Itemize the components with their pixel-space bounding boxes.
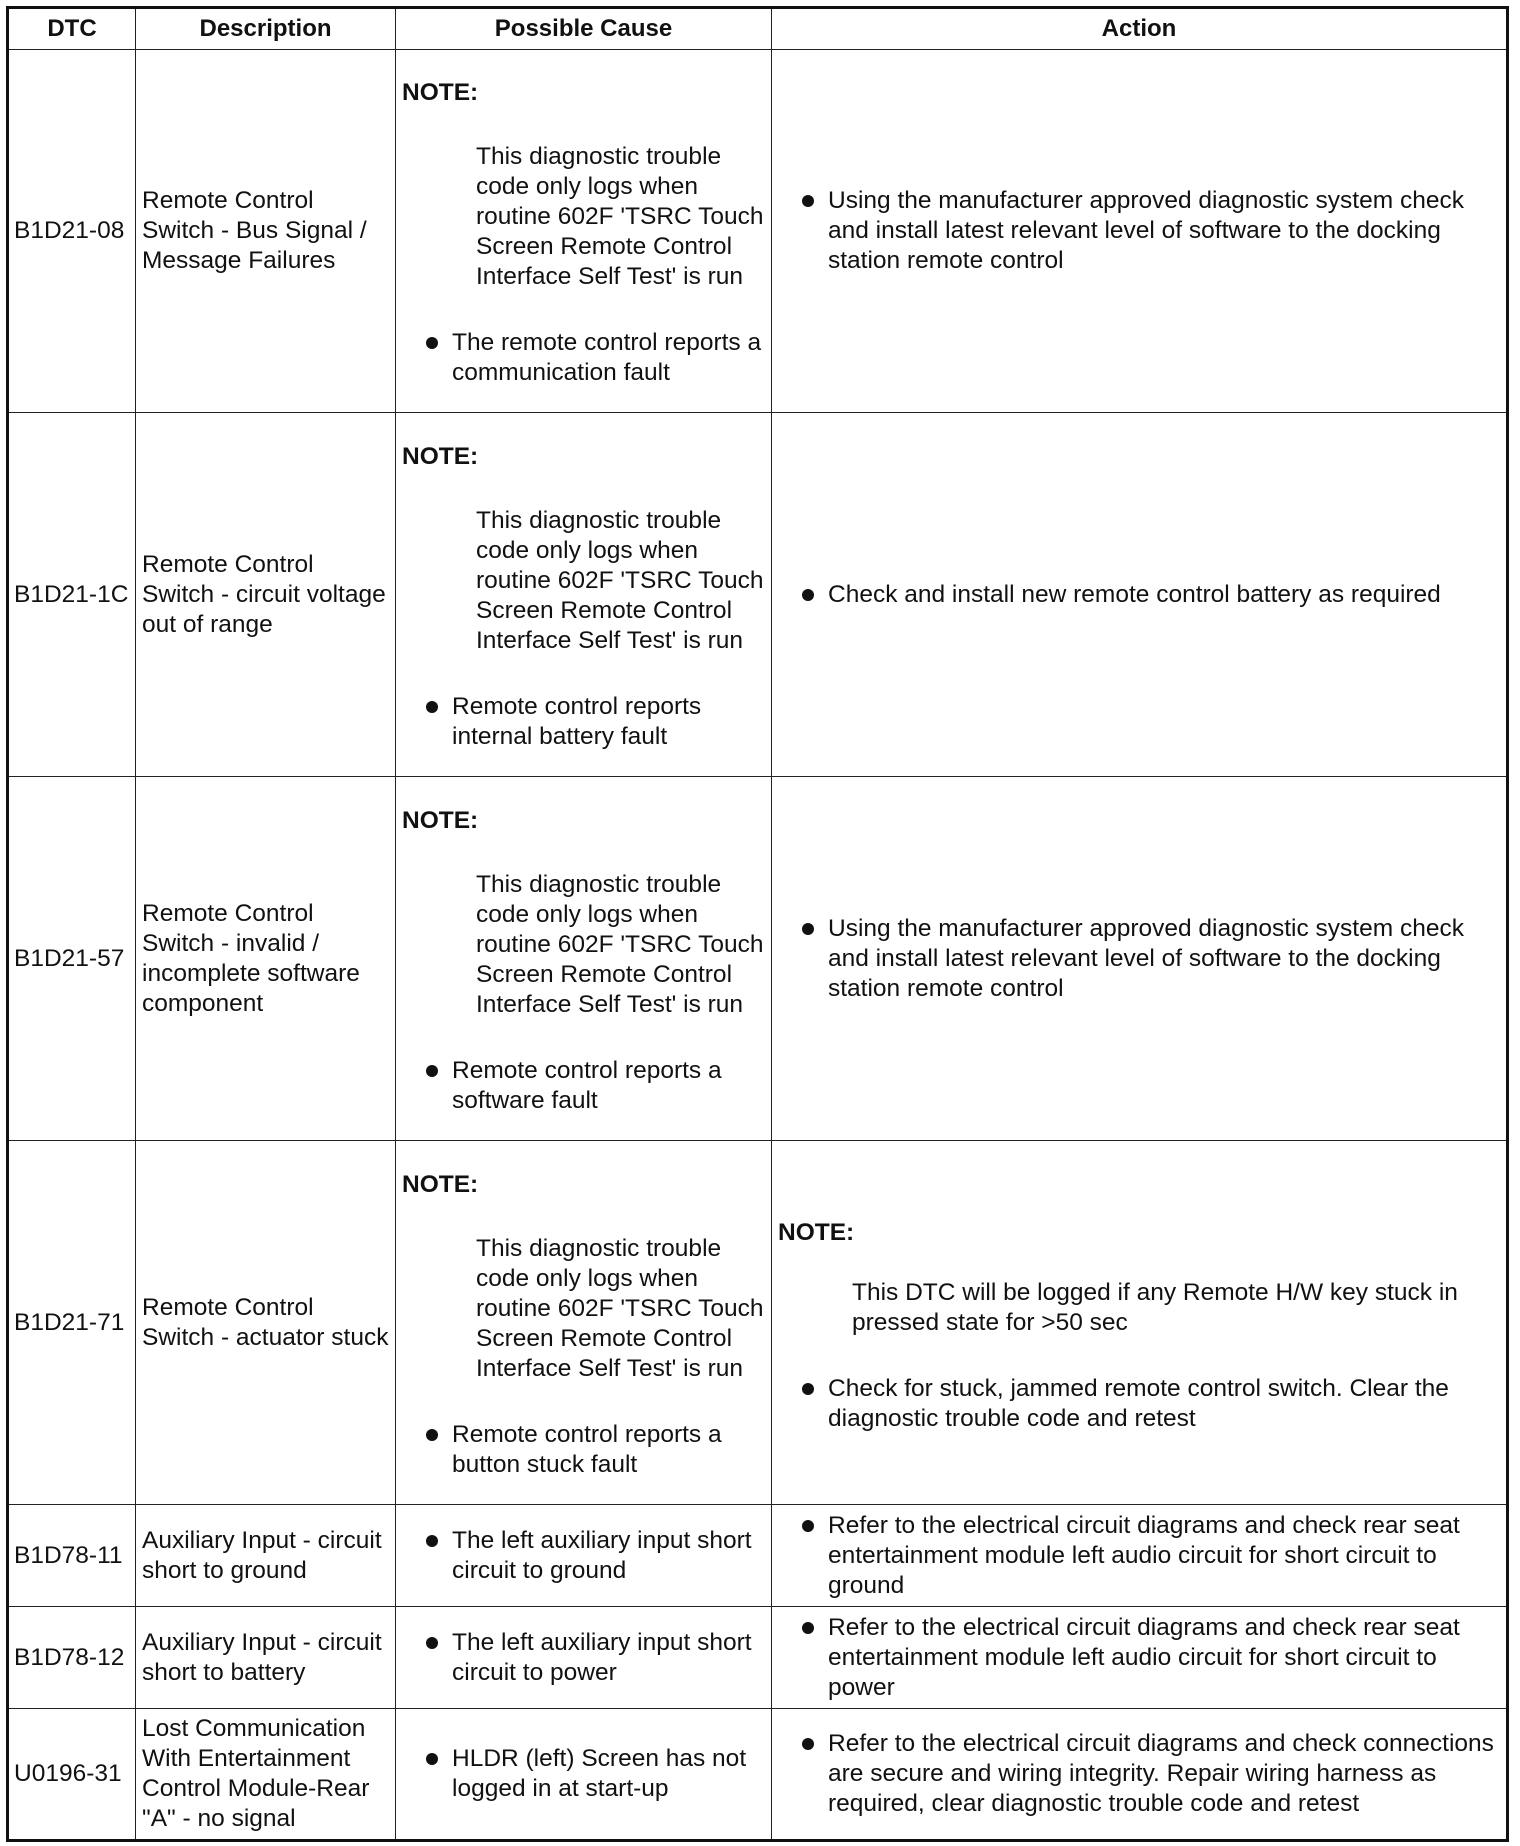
bullet-icon xyxy=(802,1520,814,1532)
possible-cause xyxy=(396,1505,772,1607)
table-row xyxy=(8,50,1508,413)
action xyxy=(772,413,1508,777)
dtc-description: Remote Control Switch - circuit voltage out of range xyxy=(136,413,396,777)
action-list xyxy=(778,1511,1500,1601)
action-list xyxy=(778,580,1500,610)
dtc-description: Remote Control Switch - invalid / incomplete software component xyxy=(136,777,396,1141)
action-list xyxy=(778,1613,1500,1703)
cause-list xyxy=(402,1420,765,1480)
action-list xyxy=(778,914,1500,1004)
bullet-icon xyxy=(802,589,814,601)
note-text: This DTC will be logged if any Remote H/W key stuck in pressed state for >50 sec xyxy=(852,1278,1458,1336)
table-row xyxy=(8,1709,1508,1841)
note-label: NOTE: xyxy=(402,79,479,106)
dtc-description: Remote Control Switch - actuator stuck xyxy=(136,1141,396,1505)
list-item xyxy=(778,914,1500,1004)
cause-list xyxy=(402,692,765,752)
list-item xyxy=(402,328,765,388)
possible-cause xyxy=(396,1607,772,1709)
list-item xyxy=(402,1628,765,1688)
table-row xyxy=(8,1505,1508,1607)
cause-text: The remote control reports a communication fault xyxy=(452,329,762,386)
note-text: This diagnostic trouble code only logs when routine 602F 'TSRC Touch Screen Remote Control Interface Self Test' is run xyxy=(476,870,764,1018)
note-label: NOTE: xyxy=(402,442,479,470)
dtc-code: U0196-31 xyxy=(8,1709,136,1841)
note-label: NOTE: xyxy=(778,1218,855,1246)
bullet-icon xyxy=(426,1535,438,1547)
bullet-icon xyxy=(802,1738,814,1750)
dtc-description: Auxiliary Input - circuit short to battery xyxy=(136,1607,396,1709)
possible-cause xyxy=(396,1141,772,1505)
cause-text: Remote control reports a software fault xyxy=(452,1056,722,1114)
bullet-icon xyxy=(802,195,814,207)
cause-text: The left auxiliary input short circuit to ground xyxy=(452,1526,752,1584)
action xyxy=(772,777,1508,1141)
action-list xyxy=(778,1729,1500,1819)
cause-text: The left auxiliary input short circuit to power xyxy=(452,1628,752,1686)
note-text: This diagnostic trouble code only logs when routine 602F 'TSRC Touch Screen Remote Control Interface Self Test' is run xyxy=(476,143,764,290)
note-text: This diagnostic trouble code only logs when routine 602F 'TSRC Touch Screen Remote Control Interface Self Test' is run xyxy=(476,1234,764,1382)
dtc-code: B1D21-08 xyxy=(8,50,136,413)
dtc-description: Remote Control Switch - Bus Signal / Message Failures xyxy=(136,50,396,413)
header-row xyxy=(8,8,1508,50)
action-text: Check and install new remote control battery as required xyxy=(828,580,1441,608)
header-description: Description xyxy=(136,8,396,50)
header-possible-cause: Possible Cause xyxy=(396,8,772,50)
action-text: Using the manufacturer approved diagnostic system check and install latest relevant level of software to the docking station remote control xyxy=(828,914,1464,1002)
dtc-code: B1D21-1C xyxy=(8,413,136,777)
list-item xyxy=(402,1056,765,1116)
bullet-icon xyxy=(802,1622,814,1634)
bullet-icon xyxy=(802,1383,814,1395)
dtc-description: Auxiliary Input - circuit short to ground xyxy=(136,1505,396,1607)
cause-list xyxy=(402,1744,765,1804)
note-label: NOTE: xyxy=(402,806,479,834)
action-text: Refer to the electrical circuit diagrams and check rear seat entertainment module left audio circuit for short circuit to power xyxy=(828,1613,1460,1701)
dtc-code: B1D78-12 xyxy=(8,1607,136,1709)
bullet-icon xyxy=(426,1429,438,1441)
list-item xyxy=(778,186,1500,276)
action xyxy=(772,1607,1508,1709)
cause-list xyxy=(402,1628,765,1688)
bullet-icon xyxy=(426,337,438,349)
table-row xyxy=(8,1141,1508,1505)
action-text: Using the manufacturer approved diagnostic system check and install latest relevant level of software to the docking station remote control xyxy=(828,187,1464,274)
list-item xyxy=(778,1613,1500,1703)
action xyxy=(772,50,1508,413)
dtc-description: Lost Communication With Entertainment Control Module-Rear "A" - no signal xyxy=(136,1709,396,1841)
note-label: NOTE: xyxy=(402,1170,479,1198)
dtc-code: B1D21-57 xyxy=(8,777,136,1141)
cause-text: Remote control reports internal battery fault xyxy=(452,692,702,750)
action-list xyxy=(778,186,1500,276)
cause-list xyxy=(402,328,765,388)
bullet-icon xyxy=(802,923,814,935)
note-text: This diagnostic trouble code only logs when routine 602F 'TSRC Touch Screen Remote Control Interface Self Test' is run xyxy=(476,506,764,654)
action-text: Refer to the electrical circuit diagrams and check rear seat entertainment module left audio circuit for short circuit to ground xyxy=(828,1511,1460,1599)
action-text: Check for stuck, jammed remote control switch. Clear the diagnostic trouble code and retest xyxy=(828,1374,1449,1432)
action xyxy=(772,1709,1508,1841)
bullet-icon xyxy=(426,1637,438,1649)
list-item xyxy=(402,1744,765,1804)
action-list xyxy=(778,1374,1500,1434)
cause-list xyxy=(402,1526,765,1586)
action xyxy=(772,1141,1508,1505)
list-item xyxy=(778,1374,1500,1434)
action xyxy=(772,1505,1508,1607)
list-item xyxy=(778,1729,1500,1819)
dtc-code: B1D78-11 xyxy=(8,1505,136,1607)
table-row xyxy=(8,413,1508,777)
list-item xyxy=(402,1420,765,1480)
possible-cause xyxy=(396,50,772,413)
header-dtc: DTC xyxy=(8,8,136,50)
possible-cause xyxy=(396,1709,772,1841)
bullet-icon xyxy=(426,1065,438,1077)
list-item xyxy=(778,1511,1500,1601)
bullet-icon xyxy=(426,701,438,713)
dtc-table xyxy=(6,6,1509,1842)
cause-text: HLDR (left) Screen has not logged in at start-up xyxy=(452,1745,747,1802)
cause-list xyxy=(402,1056,765,1116)
possible-cause xyxy=(396,777,772,1141)
list-item xyxy=(402,692,765,752)
possible-cause xyxy=(396,413,772,777)
header-action: Action xyxy=(772,8,1508,50)
list-item xyxy=(402,1526,765,1586)
action-text: Refer to the electrical circuit diagrams and check connections are secure and wiring integrity. Repair wiring harness as required, clear diagnostic trouble code and retest xyxy=(828,1730,1494,1817)
table-row xyxy=(8,777,1508,1141)
cause-text: Remote control reports a button stuck fault xyxy=(452,1420,722,1478)
dtc-code: B1D21-71 xyxy=(8,1141,136,1505)
list-item xyxy=(778,580,1500,610)
table-row xyxy=(8,1607,1508,1709)
bullet-icon xyxy=(426,1753,438,1765)
